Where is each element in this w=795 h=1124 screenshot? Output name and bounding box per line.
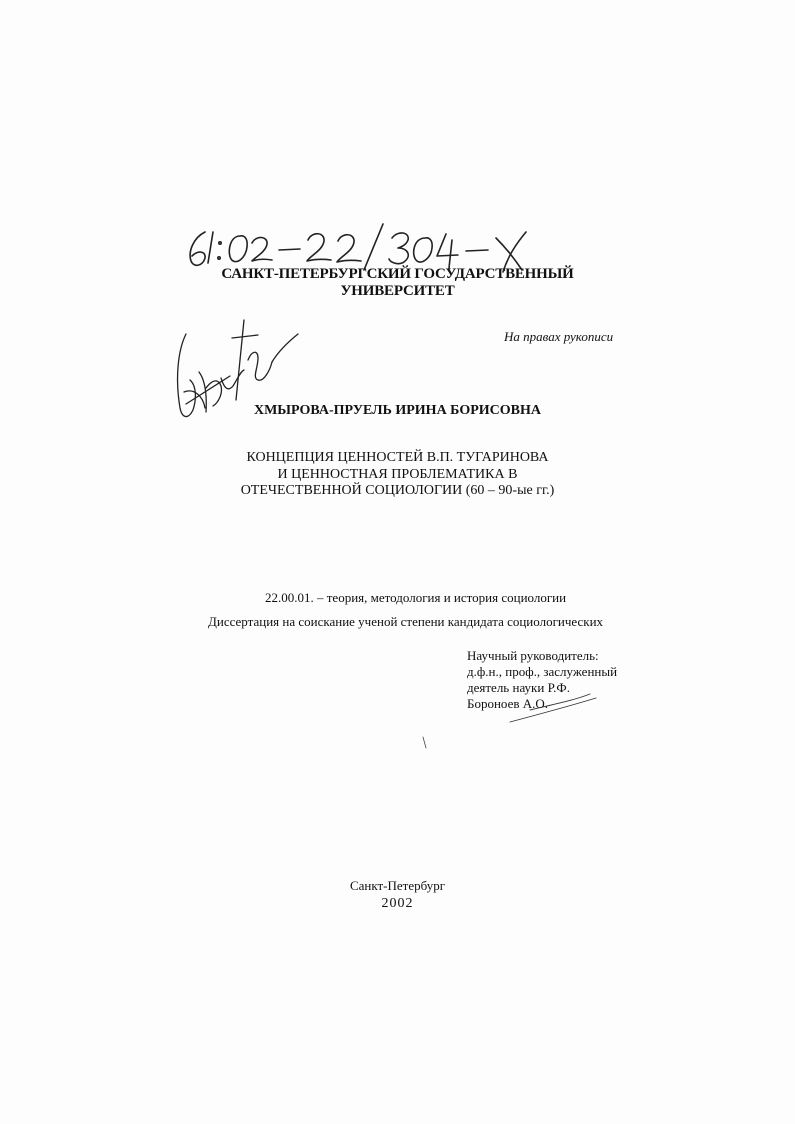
supervisor-line-3: деятель науки Р.Ф. (467, 680, 570, 695)
university-name (0, 266, 795, 300)
supervisor-line-2: д.ф.н., проф., заслуженный (467, 664, 618, 679)
year: 2002 (381, 896, 414, 911)
degree-statement: Диссертация на соискание ученой степени кандидата социологических (208, 614, 604, 629)
city: Санкт-Петербург (349, 878, 446, 893)
catalog-number-handwriting (190, 224, 526, 272)
title-line-3: ОТЕЧЕСТВЕННОЙ СОЦИОЛОГИИ (60 – 90-ые гг.) (240, 483, 555, 498)
title-line-2: И ЦЕННОСТНАЯ ПРОБЛЕМАТИКА В (277, 466, 518, 482)
supervisor-line-4: Бороноев А.О. (467, 696, 549, 711)
supervisor-line-1: Научный руководитель: (467, 648, 599, 663)
scan-marks (423, 737, 426, 748)
title-line-1: КОНЦЕПЦИЯ ЦЕННОСТЕЙ В.П. ТУГАРИНОВА (246, 450, 549, 465)
dissertation-title (0, 450, 795, 500)
university-line-2: УНИВЕРСИТЕТ (340, 283, 455, 299)
supervisor-block (467, 648, 617, 712)
university-line-1: САНКТ-ПЕТЕРБУРГСКИЙ ГОСУДАРСТВЕННЫЙ (221, 266, 574, 282)
author-name: ХМЫРОВА-ПРУЕЛЬ ИРИНА БОРИСОВНА (253, 403, 542, 418)
rights-note: На правах рукописи (504, 329, 614, 344)
specialty-code: 22.00.01. – теория, методология и история социологии (265, 590, 567, 605)
